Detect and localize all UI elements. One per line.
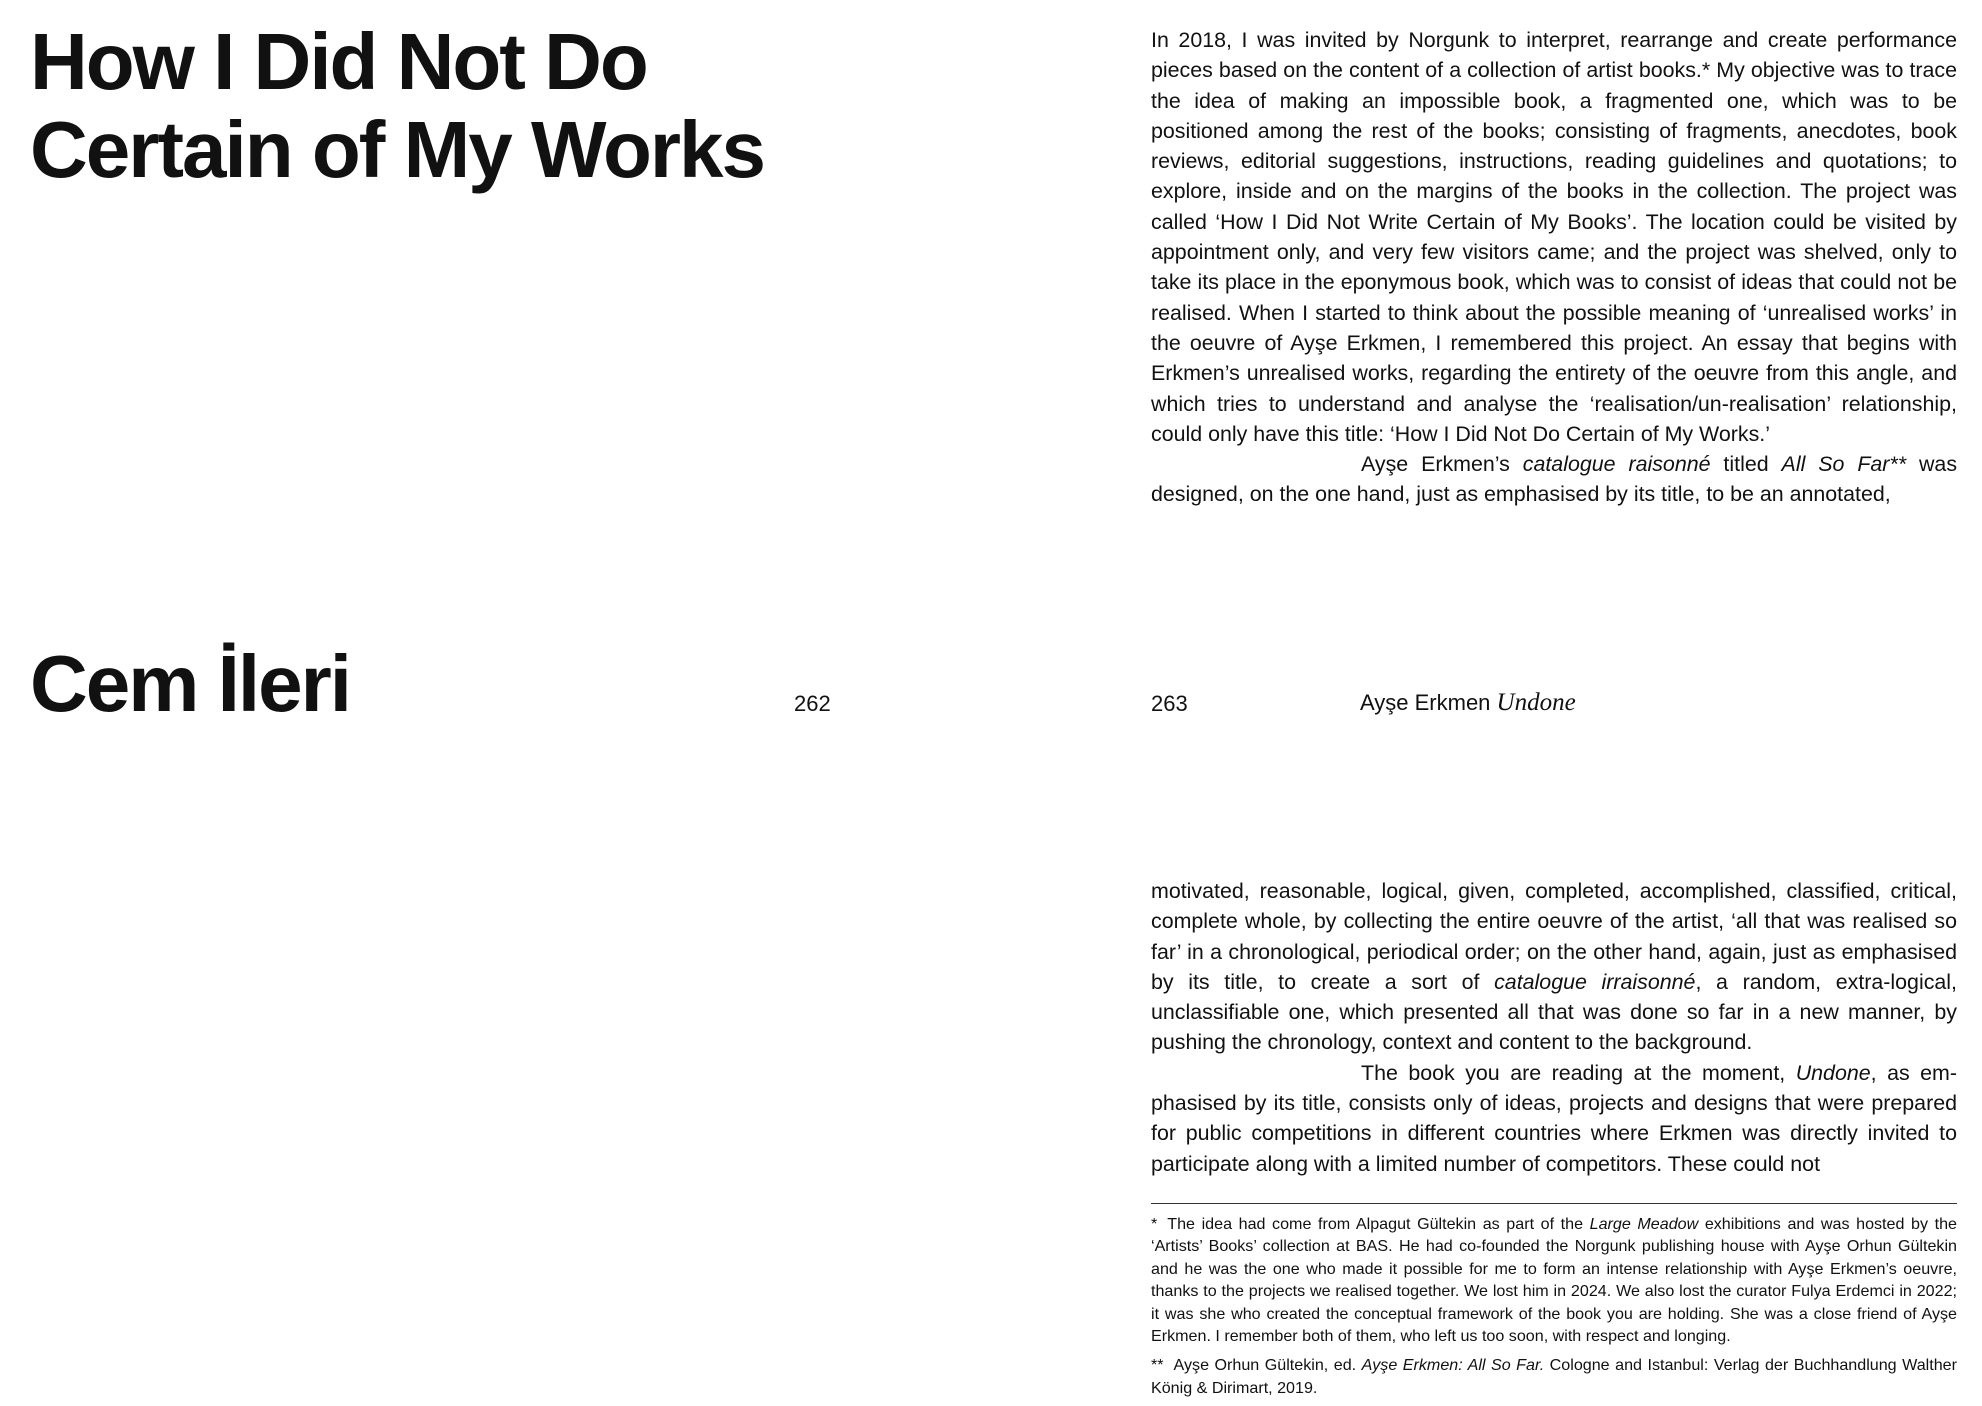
paragraph-intro: In 2018, I was invited by Norgunk to interpret, rearrange and create performance pieces based on the content of a collection of artist books.* My objective was to trace the idea of making an impossible book, a fragmented one, which was to be positioned among the rest of the books; consisting of fragments, anecdotes, book reviews, editorial suggestions, instructions, reading guidelines and quotations; to explore, inside and on the margins of the books in the collection. The project was called ‘How I Did Not Write Certain of My Books’. The location could be visited by appointment only, and very few visitors came; and the project was shelved, only to take its place in the eponymous book, which was to consist of ideas that could not be realised. When I started to think about the possible meaning of ‘unrealised works’ in the oeuvre of Ayşe Erkmen, I remembered this project. An essay that begins with Erkmen’s unrealised works, regarding the entirety of the oeuvre from this angle, and which tries to understand and analyse the ‘realisation/un-realisation’ relationship, could only have this title: ‘How I Did Not Do Certain of My Works.’ [1151, 28, 1957, 446]
paragraph-undone [1151, 1058, 1957, 1179]
essay-title-line-1: How I Did Not Do [30, 17, 647, 106]
running-head [1360, 688, 1576, 718]
text-run: titled [1710, 452, 1782, 477]
italic-run: Large Meadow [1589, 1215, 1699, 1233]
italic-run: Ayşe Erkmen: All So Far. [1361, 1356, 1545, 1375]
italic-run: All So Far** [1781, 452, 1907, 477]
running-head-book-title: Undone [1496, 689, 1576, 716]
essay-title-line-2: Certain of My Works [30, 105, 764, 194]
footnote-1 [1151, 1213, 1957, 1347]
footnote-2 [1151, 1354, 1957, 1399]
footnote-divider [1151, 1203, 1957, 1204]
body-text-bottom [1151, 876, 1957, 1179]
text-run: Ayşe Erkmen’s [1361, 452, 1523, 477]
italic-run: catalogue raisonné [1522, 452, 1711, 477]
italic-run: Undone [1795, 1060, 1871, 1085]
footnotes [1151, 1213, 1957, 1406]
italic-run: catalogue irraisonné [1494, 969, 1696, 994]
text-run: Cologne and Istanbul: Verlag der Buchhandlung Walther König & Dirimart, 2019. [1151, 1356, 1957, 1397]
paragraph-catalogue [1151, 449, 1957, 510]
text-run: The book you are reading at the moment, [1361, 1060, 1796, 1085]
footnote-marker: ** [1151, 1356, 1164, 1375]
essay-title [30, 18, 790, 194]
text-run: motivated, reasonable, logical, given, completed, accomplished, classified, critical, complete whole, by collecting the entire oeuvre of the artist, ‘all that was realised so far’ in a chronological, periodical order; on the other hand, again, just as emphasised by its title, to create a sort of [1151, 879, 1957, 994]
page-number-right: 263 [1151, 691, 1188, 716]
text-run: , as emphasised by its title, consists only of ideas, projects and designs that were prepared for public competitions in different countries where Erkmen was directly invited to participate along with a limited number of competitors. These could not [1151, 1060, 1957, 1176]
page-number-left: 262 [794, 691, 831, 716]
text-run: The idea had come from Alpagut Gültekin as part of the [1167, 1215, 1590, 1233]
running-head-artist: Ayşe Erkmen [1360, 690, 1491, 715]
text-run: , a random, extra-logical, unclassifiable one, which presented all that was done so far in a new manner, by pushing the chronology, context and content to the background. [1151, 969, 1957, 1055]
text-run: was designed, on the one hand, just as emphasised by its title, to be an annotated, [1151, 452, 1958, 507]
text-run: Ayşe Orhun Gültekin, ed. [1173, 1356, 1362, 1375]
text-run: exhibitions and was hosted by the ‘Artists’ Books’ collection at BAS. He had co-founded the Norgunk publishing house with Ayşe Orhun Gültekin and he was the one who made it possible for me to form an intense relationship with Ayşe Erkmen’s oeuvre, thanks to the projects we realised together. We lost him in 2024. We also lost the curator Fulya Erdemci in 2022; it was she who created the conceptual framework of the book you are holding. She was a close friend of Ayşe Erkmen. I remember both of them, who left us too soon, with respect and longing. [1151, 1215, 1957, 1346]
author-name: Cem İleri [30, 639, 350, 728]
footnote-marker: * [1151, 1215, 1158, 1233]
paragraph-continuation [1151, 876, 1957, 1058]
body-text-top [1151, 25, 1957, 510]
